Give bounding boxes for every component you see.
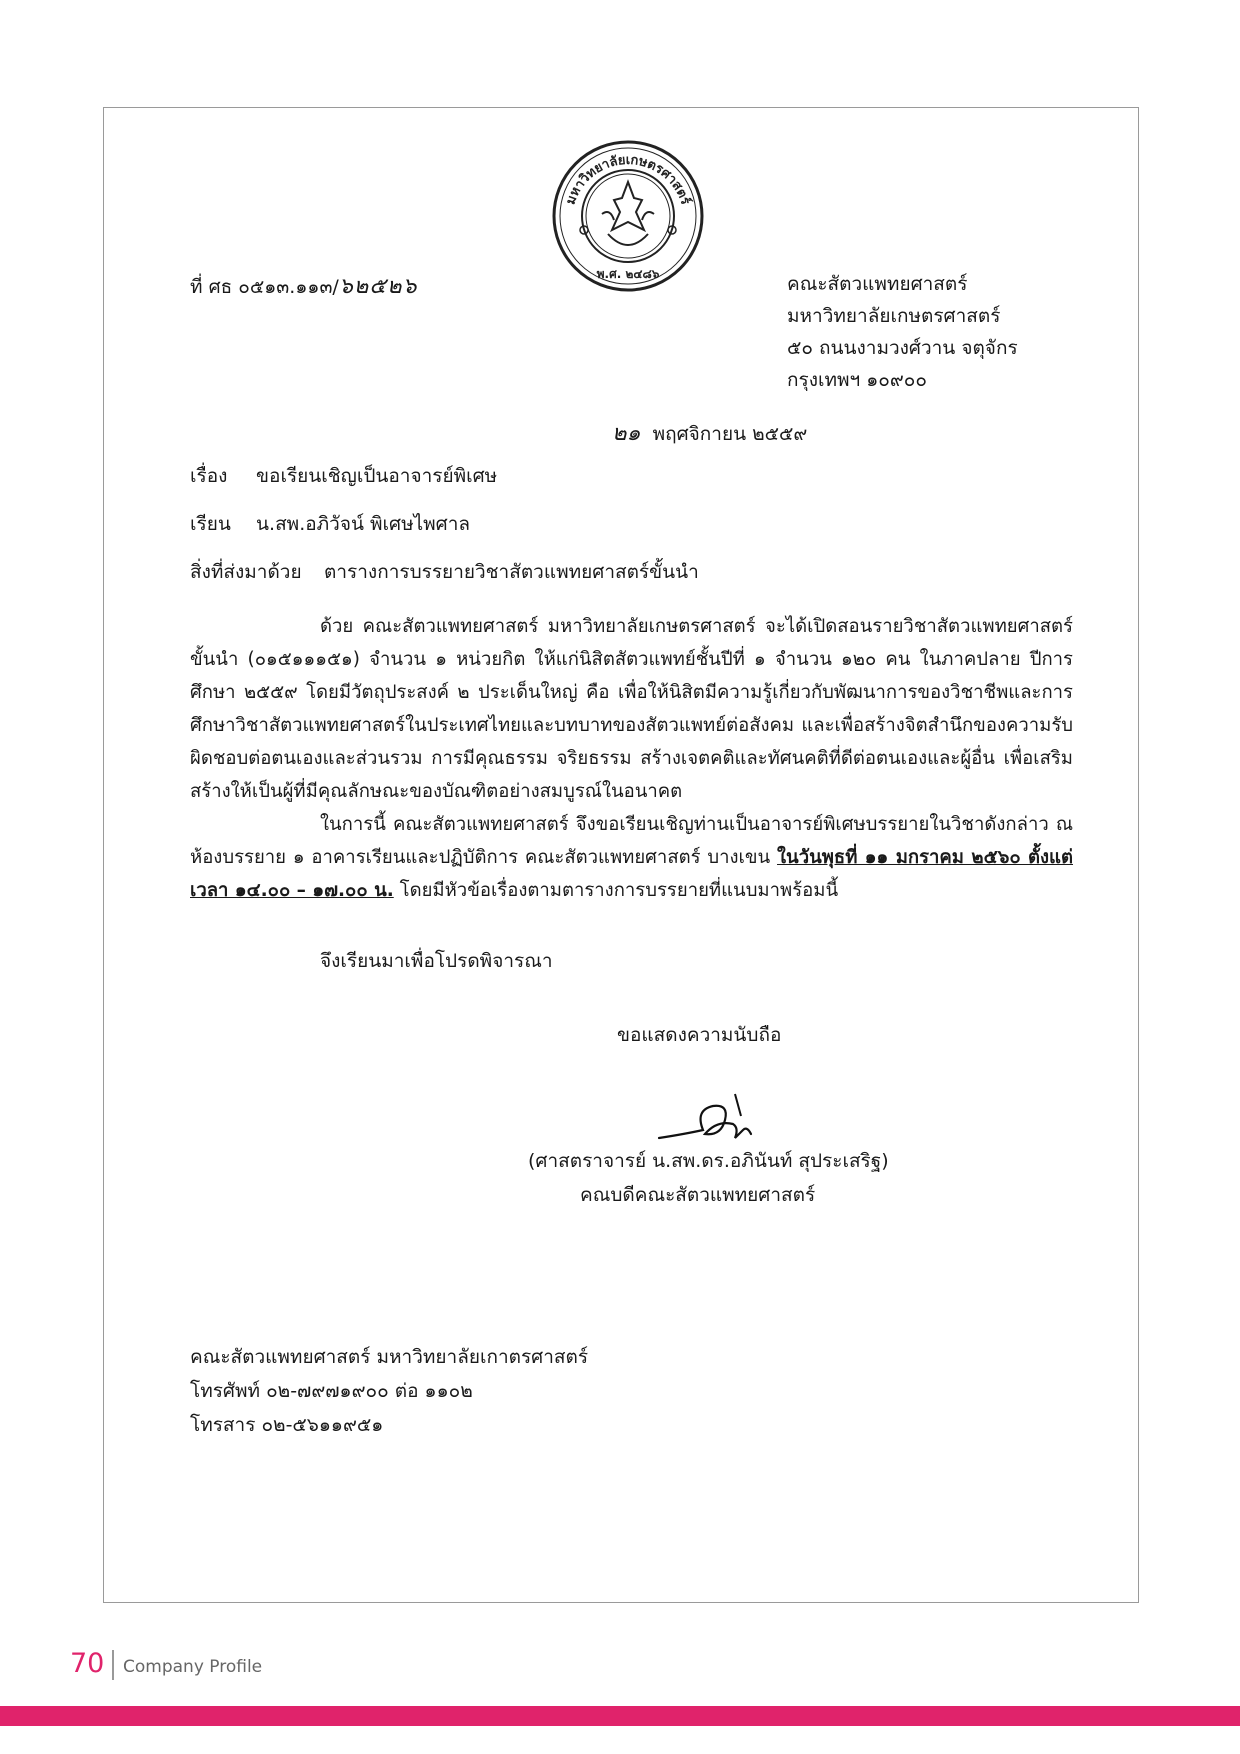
subject-line xyxy=(190,461,497,491)
date-day: ๒๑ xyxy=(612,421,641,446)
paragraph-2-text-b: โดยมีหัวข้อเรื่องตามตารางการบรรยายที่แนบมาพร้อมนี้ xyxy=(393,880,839,901)
recipient-line xyxy=(190,509,470,539)
letter-date xyxy=(612,415,807,450)
signature-icon xyxy=(655,1090,765,1152)
publication-label: Company Profile xyxy=(123,1657,263,1677)
svg-text:มหาวิทยาลัยเกษตรศาสตร์ xyxy=(563,153,693,207)
closing-line: จึงเรียนมาเพื่อโปรดพิจารณา xyxy=(320,950,553,972)
reference-handwritten-number: ๖๒๕๒๖ xyxy=(338,274,418,299)
body-paragraph-2 xyxy=(190,808,1073,907)
page-divider xyxy=(112,1650,114,1680)
seal-text: มหาวิทยาลัยเกษตรศาสตร์ xyxy=(563,152,693,207)
recipient-label: เรียน xyxy=(190,513,231,535)
faculty-contact xyxy=(190,1340,588,1442)
address-line: มหาวิทยาลัยเกษตรศาสตร์ xyxy=(787,305,1001,327)
enclosure-line xyxy=(190,557,699,587)
contact-phone: โทรศัพท์ ๐๒-๗๙๗๑๙๐๐ ต่อ ๑๑๐๒ xyxy=(190,1380,473,1402)
address-line: คณะสัตวแพทยศาสตร์ xyxy=(787,273,968,295)
reference-number xyxy=(190,268,417,303)
contact-fax: โทรสาร ๐๒-๕๖๑๑๙๕๑ xyxy=(190,1414,384,1436)
footer-accent-bar xyxy=(0,1706,1240,1726)
regards-line: ขอแสดงความนับถือ xyxy=(617,1024,782,1046)
address-line: กรุงเทพฯ ๑๐๙๐๐ xyxy=(787,369,928,391)
subject-label: เรื่อง xyxy=(190,465,228,487)
subject-value: ขอเรียนเชิญเป็นอาจารย์พิเศษ xyxy=(256,465,498,487)
body-paragraph-1: ด้วย คณะสัตวแพทยศาสตร์ มหาวิทยาลัยเกษตรศาสตร์ จะได้เปิดสอนรายวิชาสัตวแพทยศาสตร์ขั้นนำ (๐๑๕๑๑๑๕๑) จำนวน ๑ หน่วยกิต ให้แก่นิสิตสัตวแพทย์ชั้นปีที่ ๑ จำนวน ๑๒๐ คน ในภาคปลาย ปีการศึกษา ๒๕๕๙ โดยมีวัตถุประสงค์ ๒ ประเด็นใหญ่ คือ เพื่อให้นิสิตมีความรู้เกี่ยวกับพัฒนาการของวิชาชีพและการศึกษาวิชาสัตวแพทยศาสตร์ในประเทศไทยและบทบาทของสัตวแพทย์ต่อสังคม และเพื่อสร้างจิตสำนึกของความรับผิดชอบต่อตนเองและส่วนรวม การมีคุณธรรม จริยธรรม สร้างเจตคติและทัศนคติที่ดีต่อตนเองและผู้อื่น เพื่อเสริมสร้างให้เป็นผู้ที่มีคุณลักษณะของบัณฑิตอย่างสมบูรณ์ในอนาคต xyxy=(190,616,1073,802)
recipient-value: น.สพ.อภิวัจน์ พิเศษไพศาล xyxy=(256,513,471,535)
signatory-title: คณบดีคณะสัตวแพทยศาสตร์ xyxy=(580,1184,816,1206)
paragraph-2-text-a: ในการนี้ คณะสัตวแพทยศาสตร์ จึงขอเรียนเชิญท่านเป็นอาจารย์พิเศษบรรยายในวิชาดังกล่าว ณ ห้องบรรยาย ๑ อาคารเรียนและปฏิบัติการ คณะสัตวแพทยศาสตร์ บางเขน xyxy=(190,814,1073,868)
university-seal-icon xyxy=(550,138,706,294)
enclosure-value: ตารางการบรรยายวิชาสัตวแพทยศาสตร์ขั้นนำ xyxy=(324,561,699,583)
address-line: ๕๐ ถนนงามวงศ์วาน จตุจักร xyxy=(787,337,1018,359)
signatory-name: (ศาสตราจารย์ น.สพ.ดร.อภินันท์ สุประเสริฐ) xyxy=(528,1150,889,1172)
letter-body xyxy=(190,610,1073,907)
enclosure-label: สิ่งที่ส่งมาด้วย xyxy=(190,561,302,583)
sender-address xyxy=(787,268,1018,396)
lecture-date-time: ในวันพุธที่ ๑๑ มกราคม ๒๕๖๐ ตั้งแต่เวลา ๑๔.๐๐ – ๑๗.๐๐ น. xyxy=(190,847,1073,901)
date-month-year: พฤศจิกายน ๒๕๕๙ xyxy=(652,423,808,445)
contact-faculty: คณะสัตวแพทยศาสตร์ มหาวิทยาลัยเกาตรศาสตร์ xyxy=(190,1346,589,1368)
reference-label: ที่ ศธ ๐๕๑๓.๑๑๓/ xyxy=(190,276,339,298)
page-number: 70 xyxy=(70,1648,105,1679)
seal-year: พ.ศ. ๒๔๘๖ xyxy=(596,267,660,281)
